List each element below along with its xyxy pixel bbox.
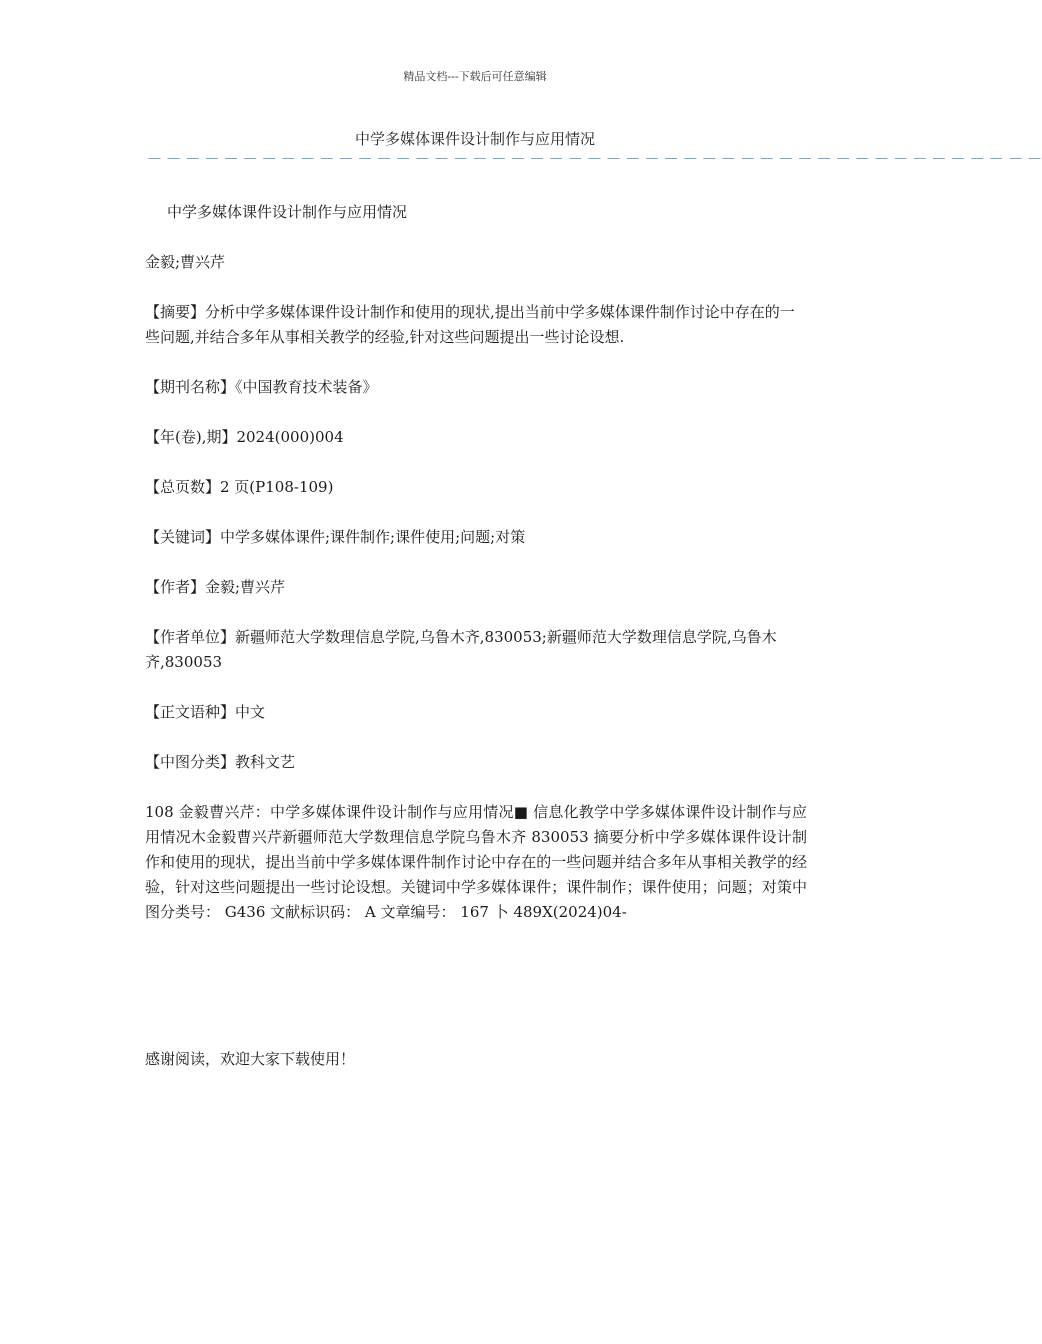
article-authors: 金毅;曹兴芹 (145, 253, 226, 271)
header-note: 精品文档---下载后可任意编辑 (403, 70, 547, 83)
closing-note: 感谢阅读，欢迎大家下载使用！ (145, 1050, 356, 1068)
dashed-divider: — — — — — — — — — — — — — — — — — — — — — — — — — — — — — — — — — — — — — — — — — — — — — — — (148, 151, 1042, 166)
article-classification: 【中图分类】教科文艺 (145, 753, 296, 771)
article-content (145, 200, 807, 925)
article-abstract: 【摘要】分析中学多媒体课件设计制作和使用的现状,提出当前中学多媒体课件制作讨论中存在的一些问题,并结合多年从事相关教学的经验,针对这些问题提出一些讨论设想. (145, 303, 795, 346)
article-affiliation: 【作者单位】新疆师范大学数理信息学院,乌鲁木齐,830053;新疆师范大学数理信息学院,乌鲁木齐,830053 (145, 628, 777, 671)
article-journal: 【期刊名称】《中国教育技术装备》 (145, 378, 378, 396)
article-pages: 【总页数】2 页(P108-109) (145, 478, 334, 496)
article-year-issue: 【年(卷),期】2024(000)004 (145, 428, 344, 446)
article-author-line: 【作者】金毅;曹兴芹 (145, 578, 286, 596)
document-title: 中学多媒体课件设计制作与应用情况 (354, 130, 595, 148)
article-language: 【正文语种】中文 (145, 703, 266, 721)
article-title: 中学多媒体课件设计制作与应用情况 (167, 203, 408, 221)
article-keywords: 【关键词】中学多媒体课件;课件制作;课件使用;问题;对策 (145, 528, 526, 546)
article-body-text: 108 金毅曹兴芹：中学多媒体课件设计制作与应用情况■ 信息化教学中学多媒体课件设计制作与应用情况木金毅曹兴芹新疆师范大学数理信息学院乌鲁木齐 830053 摘要分析中学多媒体课件设计制作和使用的现状，提出当前中学多媒体课件制作讨论中存在的一些问题并结合多年从事相关教学的经验，针对这些问题提出一些讨论设想。关键词中学多媒体课件；课件制作；课件使用；问题；对策中图分类号： G436 文献标识码： A 文章编号： 167 卜 489X(2024)04- (145, 803, 807, 921)
